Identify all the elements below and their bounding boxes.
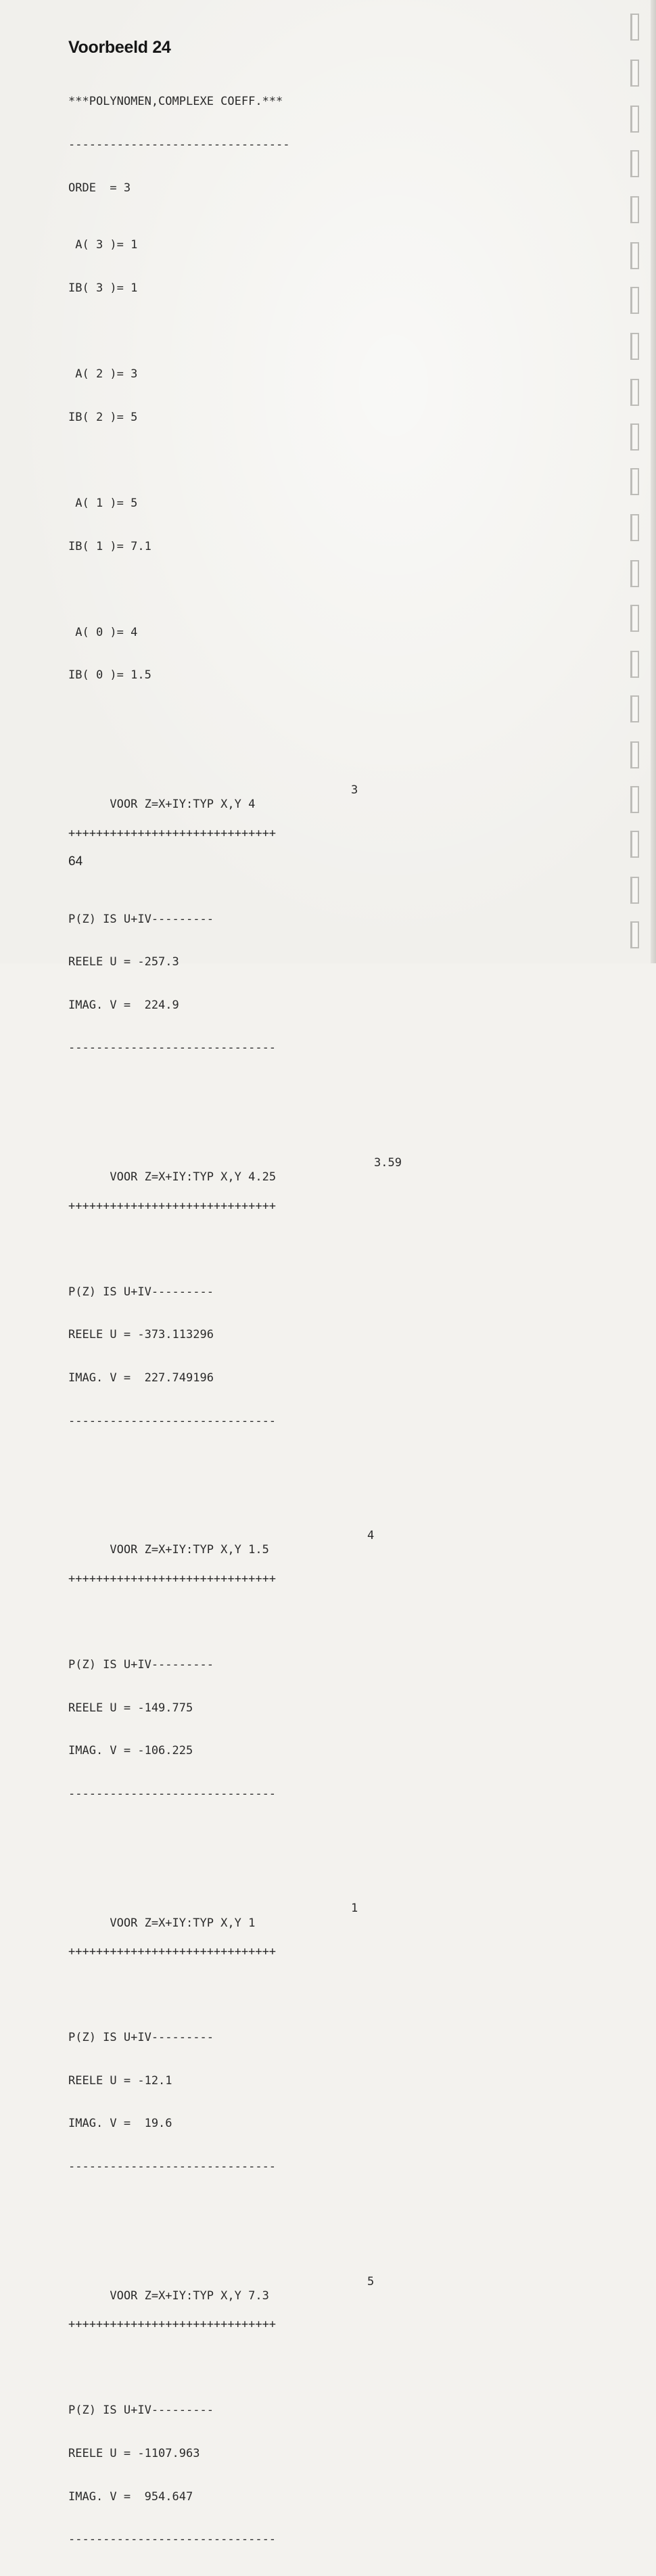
dash-rule: ------------------------------ [68,2533,277,2547]
title-rule: -------------------------------- [68,138,290,152]
binder-hole [630,468,639,495]
dash-rule: ------------------------------ [68,1787,277,1801]
result-real: REELE U = -12.1 [68,2073,172,2088]
coef-a-2: A( 2 )= 3 [68,367,138,382]
binder-hole [630,605,639,632]
output-title: ***POLYNOMEN,COMPLEXE COEFF.*** [68,95,283,109]
plus-rule: ++++++++++++++++++++++++++++++ [68,1571,277,1586]
eval-prompt-text: VOOR Z=X+IY:TYP X,Y 1 [110,1916,256,1930]
eval-prompt-text: VOOR Z=X+IY:TYP X,Y 4.25 [110,1170,277,1184]
page-edge [651,0,656,963]
binder-hole [630,695,639,722]
eval-y-value: 4 [367,1529,375,1543]
eval-prompt [68,1902,420,1930]
eval-prompt-text: VOOR Z=X+IY:TYP X,Y 4 [110,798,256,812]
eval-prompt [68,1529,420,1557]
eval-prompt [68,1156,420,1184]
binder-hole [630,287,639,314]
coef-ib-0: IB( 0 )= 1.5 [68,668,151,683]
result-real: REELE U = -149.775 [68,1701,193,1715]
result-header: P(Z) IS U+IV--------- [68,912,214,926]
result-header: P(Z) IS U+IV--------- [68,1658,214,1672]
result-imag: IMAG. V = 224.9 [68,998,179,1012]
result-imag: IMAG. V = 19.6 [68,2117,172,2131]
binder-hole [630,106,639,133]
binder-holes [630,14,640,954]
result-imag: IMAG. V = 227.749196 [68,1371,214,1385]
result-imag: IMAG. V = -106.225 [68,1744,193,1758]
binder-hole [630,14,639,41]
eval-prompt [68,783,420,812]
coef-ib-2: IB( 2 )= 5 [68,410,138,424]
binder-hole [630,379,639,406]
plus-rule: ++++++++++++++++++++++++++++++ [68,1944,277,1958]
result-header: P(Z) IS U+IV--------- [68,2404,214,2418]
result-real: REELE U = -257.3 [68,955,179,969]
coef-a-0: A( 0 )= 4 [68,625,138,639]
program-output [68,66,420,2576]
result-header: P(Z) IS U+IV--------- [68,2031,214,2045]
binder-hole [630,242,639,269]
result-real: REELE U = -1107.963 [68,2446,200,2460]
binder-hole [630,150,639,177]
dash-rule: ------------------------------ [68,1041,277,1055]
plus-rule: ++++++++++++++++++++++++++++++ [68,2318,277,2332]
binder-hole [630,333,639,360]
dash-rule: ------------------------------ [68,1414,277,1428]
result-header: P(Z) IS U+IV--------- [68,1285,214,1299]
binder-hole [630,831,639,858]
coef-ib-3: IB( 3 )= 1 [68,281,138,295]
eval-prompt [68,2274,420,2303]
eval-y-value: 5 [367,2274,375,2288]
result-real: REELE U = -373.113296 [68,1328,214,1342]
coef-a-3: A( 3 )= 1 [68,238,138,252]
binder-hole [630,877,639,904]
binder-hole [630,560,639,587]
page-heading: Voorbeeld 24 [68,38,171,57]
binder-hole [630,651,639,678]
dash-rule: ------------------------------ [68,2159,277,2174]
plus-rule: ++++++++++++++++++++++++++++++ [68,1199,277,1213]
plus-rule: ++++++++++++++++++++++++++++++ [68,826,277,840]
eval-y-value: 3.59 [374,1156,402,1170]
result-imag: IMAG. V = 954.647 [68,2489,193,2504]
eval-y-value: 3 [351,783,358,797]
binder-hole [630,423,639,451]
eval-prompt-text: VOOR Z=X+IY:TYP X,Y 7.3 [110,2288,269,2303]
coef-ib-1: IB( 1 )= 7.1 [68,539,151,553]
binder-hole [630,786,639,813]
binder-hole [630,921,639,948]
binder-hole [630,196,639,223]
coef-a-1: A( 1 )= 5 [68,496,138,510]
binder-hole [630,514,639,541]
binder-hole [630,741,639,768]
page-number: 64 [68,854,83,869]
order-line: ORDE = 3 [68,181,131,195]
eval-prompt-text: VOOR Z=X+IY:TYP X,Y 1.5 [110,1543,269,1557]
binder-hole [630,60,639,87]
eval-y-value: 1 [351,1902,358,1916]
